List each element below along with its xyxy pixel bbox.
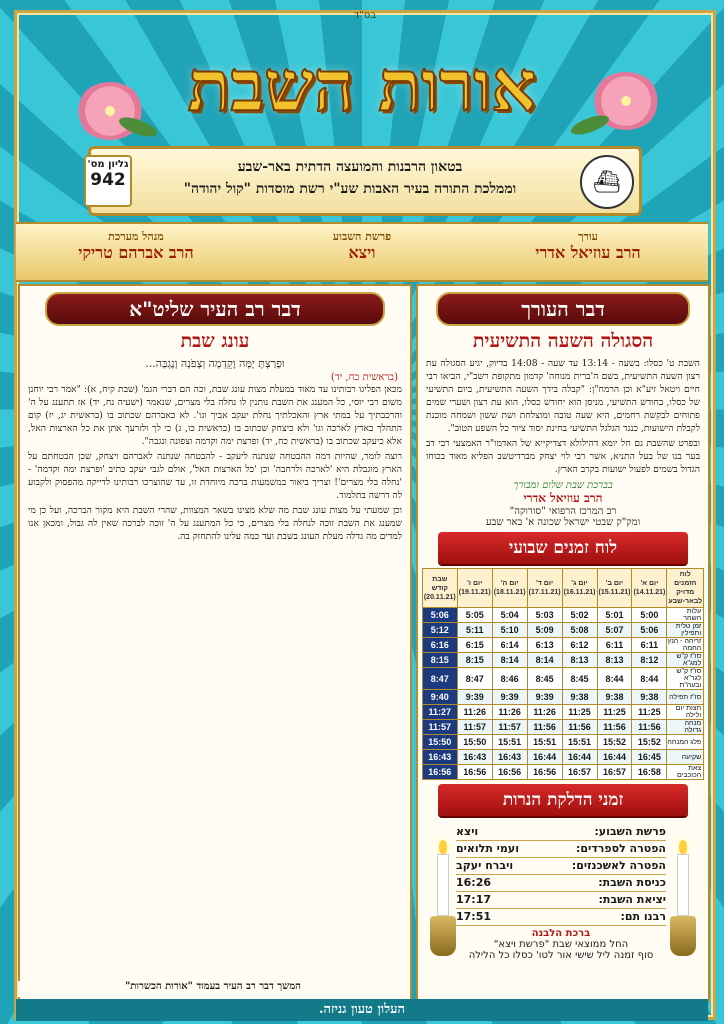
zmanim-cell: 11:25	[597, 705, 632, 720]
zmanim-header-cell: יום ב' (15.11.21)	[597, 569, 632, 608]
zmanim-row	[422, 608, 703, 623]
parasha-name: ויצא	[348, 243, 376, 262]
editor-credit	[488, 230, 688, 263]
zmanim-cell: 11:26	[527, 705, 562, 720]
zmanim-cell: 16:43	[457, 750, 492, 765]
zmanim-header-cell: יום ה' (18.11.21)	[492, 569, 527, 608]
manager-credit	[36, 230, 236, 263]
candle-label: פרשת השבוע:	[594, 825, 666, 838]
zmanim-cell: 16:56	[492, 765, 527, 780]
zmanim-cell: 5:06	[632, 623, 667, 638]
zmanim-cell: 16:56	[527, 765, 562, 780]
zmanim-cell: 11:25	[562, 705, 597, 720]
rabbi-paragraph: וכן שמעתי על מצות עונג שבת מה שלא מצינו בשאר המצוות, שהרי השבת היא מקור הברכה, ועל כן מי שמענג את השבת זוכה לנחלה בלי מצרים, כי כל המתענג על ה' זוכה לברכה שאין לה גבול, ומכאן אנו למדים מה גדלה מעלת העונג בשבת ועד כמה עלינו להתחזק בה.	[28, 505, 402, 542]
publisher-line-2: וממלכת התורה בעיר האבות שע"י רשת מוסדות "קול יהודה"	[183, 181, 517, 197]
candle-value: ועמי תלואים	[456, 842, 519, 855]
zmanim-cell: 9:38	[562, 690, 597, 705]
zmanim-header-cell: יום ד' (17.11.21)	[527, 569, 562, 608]
zmanim-header-cell: יום ג' (16.11.21)	[562, 569, 597, 608]
zmanim-cell: 16:44	[527, 750, 562, 765]
zmanim-cell: 16:57	[562, 765, 597, 780]
candle-label: הפטרה לאשכנזים:	[571, 859, 666, 872]
editor-signature	[418, 480, 708, 528]
zmanim-cell: 11:57	[422, 720, 457, 735]
zmanim-cell: 16:56	[457, 765, 492, 780]
zmanim-cell: 9:38	[632, 690, 667, 705]
zmanim-row	[422, 653, 703, 668]
zmanim-cell: 15:52	[597, 735, 632, 750]
levana-box	[456, 928, 666, 961]
zmanim-cell: 11:26	[457, 705, 492, 720]
candle-row	[456, 824, 666, 841]
zmanim-cell: 5:10	[492, 623, 527, 638]
signature-title-1: רב המרכז הרפואי "סורוקה"	[509, 506, 617, 517]
candle-value: 17:17	[456, 893, 492, 906]
zmanim-cell: 5:12	[422, 623, 457, 638]
zmanim-cell: 15:52	[632, 735, 667, 750]
zmanim-cell: 5:06	[422, 608, 457, 623]
zmanim-cell: 9:39	[492, 690, 527, 705]
zmanim-cell: 11:27	[422, 705, 457, 720]
zmanim-row-label: סו"ז תפילה	[667, 690, 704, 705]
editor-article-body	[418, 357, 708, 476]
zmanim-cell: 9:39	[527, 690, 562, 705]
zmanim-row	[422, 720, 703, 735]
editor-column	[416, 284, 710, 1002]
zmanim-cell: 6:16	[422, 638, 457, 653]
zmanim-cell: 5:09	[527, 623, 562, 638]
zmanim-row-label: מנחה גדולה	[667, 720, 704, 735]
footer-genizah-note: העלון טעון גניזה.	[16, 999, 708, 1021]
levana-line-2: סוף זמנה ליל שישי אור לטו' כסלו כל הלילה	[468, 950, 654, 961]
zmanim-cell: 15:51	[562, 735, 597, 750]
zmanim-cell: 16:43	[492, 750, 527, 765]
candle-value: ויצא	[456, 825, 479, 838]
editor-article-title: הסגולה השעה התשיעית	[472, 330, 654, 352]
editor-column-heading: דבר העורך	[436, 292, 689, 326]
candle-value: 16:26	[456, 876, 492, 889]
continued-note: המשך דבר רב העיר בעמוד "אורות הכשרות"	[18, 981, 408, 997]
candle-row	[456, 909, 666, 926]
rabbi-article-body	[20, 383, 410, 543]
zmanim-row-label: שקיעה	[667, 750, 704, 765]
zmanim-cell: 5:00	[632, 608, 667, 623]
zmanim-cell: 15:50	[457, 735, 492, 750]
zmanim-cell: 11:25	[632, 705, 667, 720]
zmanim-cell: 11:56	[597, 720, 632, 735]
candle-row	[456, 858, 666, 875]
zmanim-row	[422, 705, 703, 720]
zmanim-header-cell: יום ו' (19.11.21)	[457, 569, 492, 608]
zmanim-cell: 5:02	[562, 608, 597, 623]
candle-row	[456, 841, 666, 858]
zmanim-header-row	[422, 569, 703, 608]
zmanim-cell: 15:50	[422, 735, 457, 750]
zmanim-row-label: זמן טלית ותפילין	[667, 623, 704, 638]
zmanim-cell: 9:40	[422, 690, 457, 705]
zmanim-cell: 16:56	[422, 765, 457, 780]
candle-label: יציאת השבת:	[598, 893, 666, 906]
levana-line-1: החל ממוצאי שבת "פרשת ויצא"	[493, 939, 629, 950]
zmanim-cell: 8:13	[562, 653, 597, 668]
zmanim-cell: 8:47	[422, 668, 457, 690]
zmanim-cell: 15:51	[527, 735, 562, 750]
zmanim-cell: 11:56	[527, 720, 562, 735]
zmanim-cell: 8:45	[562, 668, 597, 690]
zmanim-row	[422, 750, 703, 765]
zmanim-cell: 5:04	[492, 608, 527, 623]
zmanim-cell: 16:44	[597, 750, 632, 765]
zmanim-cell: 6:12	[562, 638, 597, 653]
zmanim-cell: 8:44	[597, 668, 632, 690]
zmanim-header-cell: לוח הזמנים מדויק לבאר-שבע	[667, 569, 704, 608]
zmanim-cell: 8:12	[632, 653, 667, 668]
zmanim-row	[422, 690, 703, 705]
zmanim-cell: 8:44	[632, 668, 667, 690]
zmanim-row-label: צאת הכוכבים	[667, 765, 704, 780]
zmanim-cell: 16:57	[597, 765, 632, 780]
zmanim-cell: 5:05	[457, 608, 492, 623]
candle-times-list	[456, 824, 666, 961]
zmanim-cell: 11:57	[457, 720, 492, 735]
zmanim-cell: 8:15	[422, 653, 457, 668]
issue-number: 942	[90, 170, 126, 190]
zmanim-cell: 16:44	[562, 750, 597, 765]
zmanim-cell: 6:14	[492, 638, 527, 653]
newsletter-title: אורות השבת	[187, 44, 537, 127]
zmanim-cell: 5:08	[562, 623, 597, 638]
staff-bar	[16, 222, 708, 282]
zmanim-table	[422, 568, 704, 780]
zmanim-body	[422, 608, 703, 780]
zmanim-cell: 6:11	[632, 638, 667, 653]
manager-name: הרב אברהם טריקי	[78, 243, 194, 262]
masthead	[70, 34, 654, 144]
candle-row	[456, 875, 666, 892]
zmanim-cell: 5:11	[457, 623, 492, 638]
zmanim-row	[422, 765, 703, 780]
zmanim-cell: 16:43	[422, 750, 457, 765]
editor-paragraph: ובפרט שהשבת גם חל יומא דהילולא דצדיקייא של האדמו"ר האמצעי רבי דב בער בנו של בעל התניא, אשר רבי לוי יצחק מברדיטשב הפליא מאוד בכוחו הגדול בשמים לפעול ישועות בקרב הארץ.	[426, 438, 700, 475]
zmanim-cell: 8:15	[457, 653, 492, 668]
zmanim-row	[422, 735, 703, 750]
ship-logo-icon: ⛴	[580, 155, 634, 209]
candles-ribbon: זמני הדלקת הנרות	[438, 784, 687, 816]
candle-left-icon	[430, 840, 456, 960]
levana-title: ברכת הלבנה	[531, 928, 591, 939]
zmanim-cell: 8:47	[457, 668, 492, 690]
bsd-mark: בס"ד	[353, 10, 377, 21]
zmanim-row	[422, 623, 703, 638]
zmanim-cell: 8:14	[492, 653, 527, 668]
publisher-line-1: בטאון הרבנות והמועצה הדתית באר-שבע	[237, 159, 463, 175]
signature-title-2: ומק"ק שבטי ישראל שכונה א' באר שבע	[485, 517, 641, 528]
candle-value: ויברח יעקב	[456, 859, 514, 872]
rabbi-article-verse-ref: (בראשית כח, יד)	[330, 372, 398, 383]
candle-label: הפטרה לספרדים:	[575, 842, 666, 855]
zmanim-row-label: עלות השחר	[667, 608, 704, 623]
zmanim-cell: 6:15	[457, 638, 492, 653]
zmanim-cell: 11:57	[492, 720, 527, 735]
candle-right-icon	[670, 840, 696, 960]
zmanim-cell: 11:26	[492, 705, 527, 720]
zmanim-cell: 8:45	[527, 668, 562, 690]
zmanim-cell: 8:13	[597, 653, 632, 668]
candle-value: 17:51	[456, 910, 492, 923]
editor-name: הרב עוזיאל אדרי	[535, 243, 641, 262]
editor-role: עורך	[578, 230, 598, 243]
zmanim-header-cell: יום א' (14.11.21)	[632, 569, 667, 608]
rabbi-paragraph: מכאן הפליגו רבותינו עד מאוד במעלת מצות עונג שבת, וכה הם דברי הגמ' (שבת קיח, א): "אמר רבי יוחנן משום רבי יוסי, כל המענג את השבת נותנין לו נחלה בלי מצרים, שנאמר (ישעיה נח, יד) אז תתענג על ה' והרכבתיך על במתי ארץ והאכלתיך נחלת יעקב אביך וגו'. לא כאברהם שכתוב בו (בראשית יג, יז) קום התהלך בארץ לארכה וגו' ולא כיצחק שכתוב בו (בראשית כו, ג) כי לך ולזרעך אתן את כל הארצות האל, אלא כיעקב שכתוב בו (בראשית כח, יד) ופרצת ימה וקדמה וצפונה ונגבה".	[28, 384, 402, 447]
publisher-banner	[88, 146, 642, 216]
zmanim-header-cell: שבת קודש (20.11.21)	[422, 569, 457, 608]
zmanim-cell: 5:07	[597, 623, 632, 638]
zmanim-cell: 11:56	[562, 720, 597, 735]
manager-role: מנהל מערכת	[108, 230, 164, 243]
editor-paragraph: השבת ט' כסלו: בשעה - 13:14 עד שעה - 14:08 בדיוק, יגיע הסגולה עת רצון השעה התשיעית, בשם ה'ברית מנוחה' קדמון מתקופת רשב"י, הביאו רבי חיים ויטאל זיע"א וכן הרמח"ן: "קבלה בידך השעה התשיעית, ביום התשיעי של כסלו, בחודש התשיעי, מניסן הוא יחודש כסלו, הוא עת רצון ושערי שמים פתוחים לבקשת רחמים, היא שעה טובה ומוצלחת ושת ששון ושמחה מוכנת לקבלת הישועות, כנגד הגלגל התשיעי בחינת יסוד ציור כל השפע הטוב".	[426, 358, 700, 434]
candle-label: רבנו תם:	[620, 910, 666, 923]
signature-name: הרב עוזיאל אדרי	[523, 491, 603, 505]
zmanim-cell: 6:11	[597, 638, 632, 653]
zmanim-cell: 8:14	[527, 653, 562, 668]
zmanim-row-label: סו"ז ק"ש למג"א	[667, 653, 704, 668]
rabbi-article-title: עונג שבת	[180, 330, 250, 352]
rabbi-column-heading: דבר רב העיר שליט"א	[45, 292, 384, 326]
zmanim-cell: 6:13	[527, 638, 562, 653]
zmanim-cell: 5:01	[597, 608, 632, 623]
issue-label: גליון מס'	[87, 159, 129, 170]
candle-label: כניסת השבת:	[598, 876, 666, 889]
zmanim-cell: 9:38	[597, 690, 632, 705]
rabbi-article-verse: וּפָרַצְתָּ יָמָּה וָקֵדְמָה וְצָפֹנָה וָנֶגְבָּה...	[145, 357, 285, 370]
rabbi-column	[18, 284, 412, 1002]
candle-row	[456, 892, 666, 909]
zmanim-row-label: סו"ז ק"ש לגר"א ובעה"ת	[667, 668, 704, 690]
zmanim-cell: 5:03	[527, 608, 562, 623]
zmanim-row-label: חצות יום ולילה	[667, 705, 704, 720]
candles-section	[418, 820, 708, 970]
zmanim-cell: 16:45	[632, 750, 667, 765]
zmanim-row	[422, 638, 703, 653]
parasha-credit	[262, 230, 462, 263]
issue-box	[84, 155, 132, 207]
zmanim-row-label: זריחה - הנץ החמה	[667, 638, 704, 653]
zmanim-row	[422, 668, 703, 690]
zmanim-cell: 9:39	[457, 690, 492, 705]
zmanim-cell: 15:51	[492, 735, 527, 750]
zmanim-row-label: פלג המנחה	[667, 735, 704, 750]
zmanim-cell: 8:46	[492, 668, 527, 690]
zmanim-ribbon: לוח זמנים שבועי	[438, 532, 687, 564]
parasha-role: פרשת השבוע	[332, 230, 392, 243]
rabbi-paragraph: רוצה לומר, שהיות דמה ההבטחה שנתנה ליעקב - להבטחה שנתנה לאברהם ויצחק, שכן הבטחתם על הארץ מוגבלת היא 'לארכה ולרחבה' וכן 'כל הארצות האל', אולם לגבי יעקב כתיב 'ופרצת ימה וקדמה' - 'נחלה בלי מצרים'! וצריך ביאור במשמעות ברכה מיוחדת זו, עד שהוצרכו רבותינו לדייקה מהפסוק ולקבוע לה דרשה בתלמוד.	[28, 451, 402, 501]
signature-greeting: בברכת שבת שלום ומבורך	[513, 480, 613, 491]
zmanim-cell: 16:58	[632, 765, 667, 780]
zmanim-cell: 11:56	[632, 720, 667, 735]
